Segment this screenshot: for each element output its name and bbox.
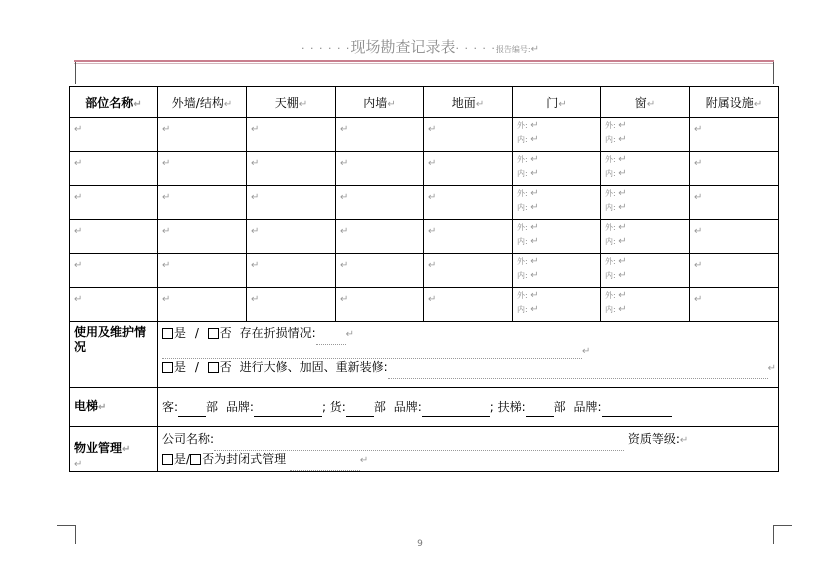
table-cell[interactable] <box>158 254 247 288</box>
paragraph-mark-icon: ↵ <box>582 346 591 357</box>
paragraph-mark-icon: ↵ <box>74 226 83 237</box>
crop-mark-top-left <box>57 62 76 84</box>
survey-table <box>69 86 779 472</box>
col-header: 附属设施↵ <box>690 87 779 118</box>
paragraph-mark-icon: ↵ <box>753 98 763 110</box>
table-cell[interactable] <box>247 186 336 220</box>
outer-label: 外: ↵ <box>605 256 627 267</box>
paragraph-mark-icon: ↵ <box>618 202 627 213</box>
paragraph-mark-icon: ↵ <box>387 98 396 110</box>
table-cell[interactable] <box>70 118 158 152</box>
table-cell[interactable] <box>601 288 690 322</box>
no-checkbox[interactable] <box>208 328 219 339</box>
outer-label: 外: ↵ <box>605 120 627 131</box>
table-cell[interactable] <box>336 220 424 254</box>
paragraph-mark-icon: ↵ <box>74 459 83 470</box>
col-header: 天棚↵ <box>247 87 336 118</box>
paragraph-mark-icon: ↵ <box>74 260 83 271</box>
table-cell[interactable] <box>70 288 158 322</box>
table-cell[interactable] <box>601 118 690 152</box>
yes-checkbox[interactable] <box>162 328 173 339</box>
table-cell[interactable] <box>158 186 247 220</box>
paragraph-mark-icon: ↵ <box>345 329 354 340</box>
outer-label: 外: ↵ <box>605 290 627 301</box>
paragraph-mark-icon: ↵ <box>530 168 539 179</box>
paragraph-mark-icon: ↵ <box>618 188 627 199</box>
paragraph-mark-icon: ↵ <box>530 202 539 213</box>
paragraph-mark-icon: ↵ <box>530 270 539 281</box>
paragraph-mark-icon: ↵ <box>162 260 171 271</box>
table-cell[interactable] <box>690 118 779 152</box>
table-cell[interactable] <box>601 152 690 186</box>
table-cell[interactable] <box>70 186 158 220</box>
paragraph-mark-icon: ↵ <box>74 294 83 305</box>
paragraph-mark-icon: ↵ <box>530 134 539 145</box>
paragraph-mark-icon: ↵ <box>475 98 485 110</box>
passenger-count-field[interactable] <box>178 404 206 417</box>
paragraph-mark-icon: ↵ <box>767 363 776 374</box>
inner-label: 内: ↵ <box>605 270 627 281</box>
paragraph-mark-icon: ↵ <box>558 98 567 110</box>
outer-label: 外: ↵ <box>517 154 539 165</box>
report-number-label: 报告编号: <box>495 45 531 54</box>
paragraph-mark-icon: ↵ <box>340 192 349 203</box>
paragraph-mark-icon: ↵ <box>98 402 107 413</box>
paragraph-mark-icon: ↵ <box>359 455 369 466</box>
escalator-count-field[interactable] <box>526 404 554 417</box>
table-cell[interactable] <box>70 152 158 186</box>
outer-label: 外: ↵ <box>605 188 627 199</box>
table-cell[interactable] <box>247 118 336 152</box>
damage-line: 是 / 否 存在折损情况: ↵ <box>162 323 774 343</box>
col-header: 部位名称↵ <box>70 87 158 118</box>
table-cell[interactable] <box>601 220 690 254</box>
paragraph-mark-icon: ↵ <box>530 44 540 55</box>
table-cell[interactable] <box>158 220 247 254</box>
table-row <box>70 220 779 254</box>
paragraph-mark-icon: ↵ <box>618 270 627 281</box>
table-cell[interactable] <box>247 254 336 288</box>
inner-label: 内: ↵ <box>605 134 627 145</box>
document-header <box>0 36 840 57</box>
table-cell[interactable] <box>336 288 424 322</box>
paragraph-mark-icon: ↵ <box>74 158 83 169</box>
cargo-count-field[interactable] <box>346 404 374 417</box>
header-rule <box>74 60 774 62</box>
table-cell[interactable] <box>158 118 247 152</box>
paragraph-mark-icon: ↵ <box>340 226 349 237</box>
paragraph-mark-icon: ↵ <box>428 124 437 135</box>
table-cell[interactable] <box>601 186 690 220</box>
elevator-label: 电梯↵ <box>70 388 158 427</box>
paragraph-mark-icon: ↵ <box>618 154 627 165</box>
paragraph-mark-icon: ↵ <box>122 444 131 455</box>
outer-label: 外: ↵ <box>517 120 539 131</box>
no-checkbox[interactable] <box>190 454 201 465</box>
outer-label: 外: ↵ <box>517 290 539 301</box>
paragraph-mark-icon: ↵ <box>694 124 703 135</box>
table-cell[interactable] <box>336 152 424 186</box>
usage-row <box>70 322 779 388</box>
paragraph-mark-icon: ↵ <box>428 158 437 169</box>
inner-label: 内: ↵ <box>605 202 627 213</box>
paragraph-mark-icon: ↵ <box>251 260 260 271</box>
header-rule-thin <box>74 63 774 64</box>
table-cell[interactable] <box>70 254 158 288</box>
table-cell[interactable] <box>158 288 247 322</box>
table-cell[interactable] <box>424 186 513 220</box>
page-number: 9 <box>417 539 423 549</box>
table-cell[interactable] <box>70 220 158 254</box>
paragraph-mark-icon: ↵ <box>646 98 656 110</box>
col-header: 窗↵ <box>601 87 690 118</box>
paragraph-mark-icon: ↵ <box>694 226 703 237</box>
table-cell[interactable] <box>690 220 779 254</box>
paragraph-mark-icon: ↵ <box>428 260 437 271</box>
table-cell[interactable] <box>513 118 601 152</box>
table-cell[interactable] <box>247 220 336 254</box>
paragraph-mark-icon: ↵ <box>74 124 83 135</box>
table-header-row <box>70 87 779 118</box>
col-header: 门↵ <box>513 87 601 118</box>
paragraph-mark-icon: ↵ <box>340 158 349 169</box>
col-header: 内墙↵ <box>336 87 424 118</box>
table-cell[interactable] <box>513 220 601 254</box>
table-cell[interactable] <box>513 186 601 220</box>
table-row <box>70 254 779 288</box>
paragraph-mark-icon: ↵ <box>618 290 627 301</box>
table-cell[interactable] <box>690 186 779 220</box>
paragraph-mark-icon: ↵ <box>133 98 142 110</box>
paragraph-mark-icon: ↵ <box>74 192 83 203</box>
cargo-brand-field[interactable] <box>422 404 490 417</box>
yes-checkbox[interactable] <box>162 454 173 465</box>
paragraph-mark-icon: ↵ <box>162 192 171 203</box>
paragraph-mark-icon: ↵ <box>251 124 260 135</box>
table-cell[interactable] <box>690 254 779 288</box>
table-cell[interactable] <box>513 288 601 322</box>
closed-management-field[interactable] <box>290 470 360 471</box>
paragraph-mark-icon: ↵ <box>694 294 703 305</box>
col-header: 外墙/结构↵ <box>158 87 247 118</box>
no-checkbox[interactable] <box>208 362 219 373</box>
table-cell[interactable] <box>513 152 601 186</box>
paragraph-mark-icon: ↵ <box>694 260 703 271</box>
paragraph-mark-icon: ↵ <box>530 154 539 165</box>
inner-label: 内: ↵ <box>605 168 627 179</box>
inner-label: 内: ↵ <box>517 202 539 213</box>
inner-label: 内: ↵ <box>517 270 539 281</box>
outer-label: 外: ↵ <box>517 256 539 267</box>
outer-label: 外: ↵ <box>605 222 627 233</box>
property-content: 公司名称: 资质等级:↵ 是/ 否为封闭式管理 ↵ <box>158 427 779 472</box>
paragraph-mark-icon: ↵ <box>618 236 627 247</box>
repair-field[interactable] <box>388 378 768 379</box>
table-cell[interactable] <box>424 288 513 322</box>
usage-label: 使用及维护情况 <box>70 322 158 388</box>
paragraph-mark-icon: ↵ <box>530 256 539 267</box>
elevator-content: 客: 部 品牌: ; 货: 部 品牌: ; 扶梯: 部 品牌: <box>158 388 779 427</box>
property-row <box>70 427 779 472</box>
inner-label: 内: ↵ <box>517 134 539 145</box>
paragraph-mark-icon: ↵ <box>251 226 260 237</box>
table-cell[interactable] <box>336 118 424 152</box>
table-cell[interactable] <box>690 288 779 322</box>
table-cell[interactable] <box>513 254 601 288</box>
table-cell[interactable] <box>601 254 690 288</box>
outer-label: 外: ↵ <box>517 222 539 233</box>
header-dots-left: · · · · · · <box>300 42 351 55</box>
paragraph-mark-icon: ↵ <box>618 256 627 267</box>
escalator-brand-field[interactable] <box>602 404 672 417</box>
table-cell[interactable] <box>247 288 336 322</box>
paragraph-mark-icon: ↵ <box>618 222 627 233</box>
paragraph-mark-icon: ↵ <box>679 435 689 446</box>
elevator-row <box>70 388 779 427</box>
paragraph-mark-icon: ↵ <box>223 98 233 110</box>
paragraph-mark-icon: ↵ <box>298 98 308 110</box>
inner-label: 内: ↵ <box>517 236 539 247</box>
table-cell[interactable] <box>336 254 424 288</box>
paragraph-mark-icon: ↵ <box>618 134 627 145</box>
header-dots-right: · · · · · <box>455 42 496 55</box>
table-cell[interactable] <box>424 254 513 288</box>
table-cell[interactable] <box>424 220 513 254</box>
paragraph-mark-icon: ↵ <box>530 222 539 233</box>
paragraph-mark-icon: ↵ <box>251 192 260 203</box>
property-label: 物业管理↵ <box>70 427 158 472</box>
paragraph-mark-icon: ↵ <box>530 304 539 315</box>
crop-mark-top-right <box>773 62 792 84</box>
table-row <box>70 118 779 152</box>
paragraph-mark-icon: ↵ <box>694 192 703 203</box>
paragraph-mark-icon: ↵ <box>251 294 260 305</box>
paragraph-mark-icon: ↵ <box>618 304 627 315</box>
inner-label: 内: ↵ <box>517 304 539 315</box>
paragraph-mark-icon: ↵ <box>162 226 171 237</box>
table-body <box>70 118 779 322</box>
paragraph-mark-icon: ↵ <box>340 124 349 135</box>
paragraph-mark-icon: ↵ <box>530 120 539 131</box>
paragraph-mark-icon: ↵ <box>428 294 437 305</box>
paragraph-mark-icon: ↵ <box>251 158 260 169</box>
paragraph-mark-icon: ↵ <box>530 188 539 199</box>
paragraph-mark-icon: ↵ <box>162 294 171 305</box>
paragraph-mark-icon: ↵ <box>428 192 437 203</box>
yes-checkbox[interactable] <box>162 362 173 373</box>
inner-label: 内: ↵ <box>517 168 539 179</box>
inner-label: 内: ↵ <box>605 236 627 247</box>
paragraph-mark-icon: ↵ <box>618 168 627 179</box>
page-title: 现场勘查记录表 <box>350 38 456 56</box>
table-cell[interactable] <box>424 118 513 152</box>
table-cell[interactable] <box>336 186 424 220</box>
table-cell[interactable] <box>690 152 779 186</box>
usage-content <box>158 322 779 388</box>
paragraph-mark-icon: ↵ <box>618 120 627 131</box>
passenger-brand-field[interactable] <box>254 404 322 417</box>
paragraph-mark-icon: ↵ <box>340 260 349 271</box>
table-row <box>70 288 779 322</box>
table-cell[interactable] <box>247 152 336 186</box>
paragraph-mark-icon: ↵ <box>530 236 539 247</box>
paragraph-mark-icon: ↵ <box>162 124 171 135</box>
table-row <box>70 186 779 220</box>
paragraph-mark-icon: ↵ <box>340 294 349 305</box>
paragraph-mark-icon: ↵ <box>428 226 437 237</box>
damage-detail-line <box>162 343 774 357</box>
outer-label: 外: ↵ <box>517 188 539 199</box>
repair-line: 是 / 否 进行大修、加固、重新装修: ↵ <box>162 357 774 377</box>
paragraph-mark-icon: ↵ <box>162 158 171 169</box>
paragraph-mark-icon: ↵ <box>694 158 703 169</box>
col-header: 地面↵ <box>424 87 513 118</box>
table-cell[interactable] <box>424 152 513 186</box>
outer-label: 外: ↵ <box>605 154 627 165</box>
inner-label: 内: ↵ <box>605 304 627 315</box>
table-cell[interactable] <box>158 152 247 186</box>
table-row <box>70 152 779 186</box>
paragraph-mark-icon: ↵ <box>530 290 539 301</box>
